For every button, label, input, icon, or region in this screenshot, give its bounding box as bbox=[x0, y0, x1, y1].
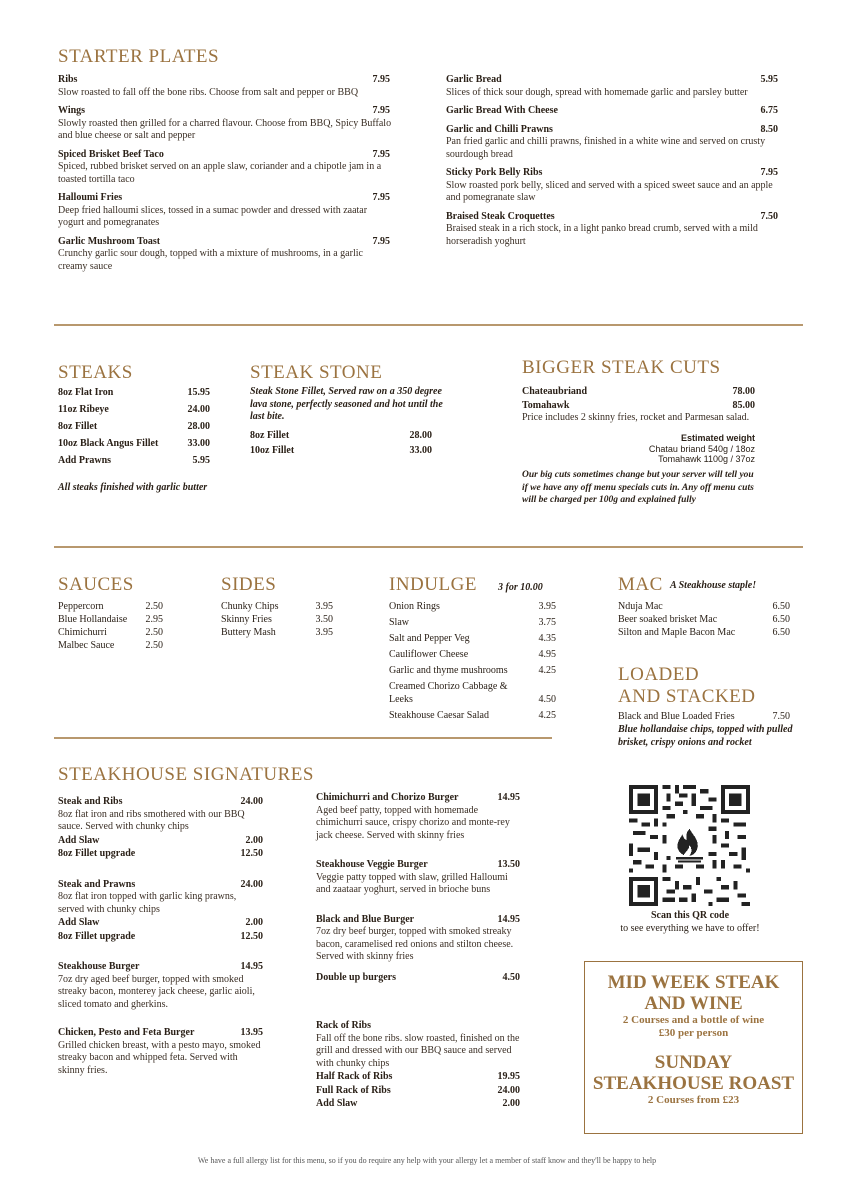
item-description: Fall off the bone ribs. slow roasted, finished on the grill and dressed with our BBQ sauce and served with chunky chips bbox=[316, 1032, 520, 1069]
item-price: 2.95 bbox=[145, 614, 163, 625]
signature-extra bbox=[316, 972, 520, 985]
extra-price: 19.95 bbox=[497, 1071, 520, 1082]
indulge-item bbox=[389, 710, 556, 723]
starter-item-header bbox=[446, 211, 778, 224]
item-price: 3.95 bbox=[315, 627, 333, 638]
item-description: 7oz dry beef burger, topped with smoked streaky bacon, caramelised red onions and stilton cheese. Served with skinny fries bbox=[316, 926, 514, 962]
item-name: Chateaubriand bbox=[522, 386, 588, 397]
steak-stone-item bbox=[250, 445, 432, 458]
item-description: Aged beef patty, topped with homemade chimichurri sauce, crispy chorizo and monte-rey jack cheese. Served with skinny fries bbox=[316, 804, 510, 841]
steak-stone-item bbox=[250, 430, 432, 443]
item-price: 24.00 bbox=[240, 878, 263, 890]
loaded-item bbox=[618, 711, 790, 724]
steak-stone-list bbox=[250, 430, 432, 459]
loaded-item-name: Black and Blue Loaded Fries bbox=[618, 711, 735, 722]
steak-item bbox=[58, 455, 210, 468]
item-name: 8oz Fillet bbox=[58, 421, 98, 432]
steak-item bbox=[58, 404, 210, 417]
signature-item bbox=[316, 1020, 520, 1111]
sides-list bbox=[221, 601, 333, 640]
signature-extra bbox=[316, 1071, 520, 1084]
sauce-item bbox=[58, 640, 163, 653]
item-name: Garlic Bread bbox=[446, 74, 502, 85]
item-name: Tomahawk bbox=[522, 399, 570, 411]
promo-title-3: SUNDAY bbox=[654, 1052, 733, 1073]
extra-name: Add Slaw bbox=[58, 917, 100, 928]
item-price: 28.00 bbox=[409, 430, 432, 441]
indulge-list bbox=[389, 601, 556, 726]
extra-price: 12.50 bbox=[240, 848, 263, 859]
item-name: Peppercorn bbox=[58, 601, 104, 612]
signature-item bbox=[58, 1027, 263, 1077]
item-name: Braised Steak Croquettes bbox=[446, 210, 555, 222]
extra-price: 4.50 bbox=[502, 971, 520, 983]
extra-name: 8oz Fillet upgrade bbox=[58, 930, 136, 942]
signatures-col-1 bbox=[58, 796, 263, 1077]
item-price: 2.50 bbox=[145, 640, 163, 651]
item-price: 6.50 bbox=[772, 627, 790, 638]
signature-extra bbox=[316, 1085, 520, 1098]
item-name: Rack of Ribs bbox=[316, 1020, 372, 1031]
item-description: 8oz flat iron topped with garlic king prawns, served with chunky chips bbox=[58, 891, 237, 915]
bigger-cuts-note: Our big cuts sometimes change but your server will tell you if we have any off menu specials cuts in. Any off menu cuts will be charged per 100g and explained fully bbox=[522, 470, 754, 505]
item-name: Slaw bbox=[389, 617, 409, 628]
item-price: 24.00 bbox=[240, 796, 263, 807]
item-price: 6.50 bbox=[772, 614, 790, 625]
extra-name: Full Rack of Ribs bbox=[316, 1084, 391, 1096]
item-name: Chunky Chips bbox=[221, 601, 279, 612]
item-price: 15.95 bbox=[187, 387, 210, 398]
extra-name: Add Slaw bbox=[58, 834, 100, 846]
item-name: Garlic Mushroom Toast bbox=[58, 235, 161, 247]
item-price: 4.35 bbox=[538, 633, 556, 644]
item-description: Slow roasted pork belly, sliced and served with a spiced sweet sauce and an apple and pomegranate slaw bbox=[446, 179, 773, 203]
steak-item bbox=[58, 421, 210, 434]
qr-caption-2: to see everything we have to offer! bbox=[620, 923, 760, 934]
indulge-title: INDULGE bbox=[389, 574, 477, 595]
mac-list bbox=[618, 601, 790, 640]
indulge-item bbox=[389, 633, 556, 646]
signature-item-header bbox=[58, 796, 263, 809]
item-name: Creamed Chorizo Cabbage & Leeks bbox=[389, 681, 508, 705]
item-description: Slow roasted to fall off the bone ribs. Choose from salt and pepper or BBQ bbox=[58, 86, 359, 98]
starters-title: STARTER PLATES bbox=[58, 46, 220, 67]
item-name: Nduja Mac bbox=[618, 601, 663, 612]
extra-name: Add Slaw bbox=[316, 1098, 358, 1109]
item-description: Slowly roasted then grilled for a charred flavour. Choose from BBQ, Spicy Buffalo and blue cheese or salt and pepper bbox=[58, 117, 392, 141]
bigger-cuts-price-note: Price includes 2 skinny fries, rocket and Parmesan salad. bbox=[522, 412, 750, 423]
starter-item bbox=[58, 192, 393, 230]
item-price: 3.50 bbox=[315, 614, 333, 625]
bigger-cut-item bbox=[522, 400, 755, 413]
sides-title: SIDES bbox=[221, 574, 277, 595]
item-price: 7.95 bbox=[372, 235, 390, 247]
item-name: 10oz Fillet bbox=[250, 444, 295, 456]
item-description: Braised steak in a rich stock, in a light panko bread crumb, served with a mild horseradish yoghurt bbox=[446, 223, 758, 247]
item-name: Blue Hollandaise bbox=[58, 614, 128, 625]
starter-item-header bbox=[446, 105, 778, 118]
signature-item bbox=[58, 961, 263, 1011]
bigger-cuts-list bbox=[522, 386, 755, 413]
starters-right-column bbox=[446, 74, 778, 254]
item-name: Chicken, Pesto and Feta Burger bbox=[58, 1027, 195, 1038]
mac-title: MAC bbox=[618, 574, 663, 595]
extra-price: 2.00 bbox=[502, 1098, 520, 1109]
item-description: 7oz dry aged beef burger, topped with smoked streaky bacon, monterey jack cheese, garlic aioli, sliced tomato and gherkins. bbox=[58, 973, 255, 1010]
extra-name: Half Rack of Ribs bbox=[316, 1071, 393, 1082]
starter-item-header bbox=[446, 74, 778, 87]
item-name: Chimichurri and Chorizo Burger bbox=[316, 792, 459, 803]
sauce-item bbox=[58, 627, 163, 640]
starter-item-header bbox=[58, 149, 390, 162]
starter-item-header bbox=[58, 105, 390, 118]
signature-extra bbox=[58, 917, 263, 930]
item-price: 3.75 bbox=[538, 617, 556, 628]
item-price: 7.95 bbox=[760, 167, 778, 178]
item-price: 4.25 bbox=[538, 665, 556, 676]
promo-sub-3: 2 Courses from £23 bbox=[647, 1094, 740, 1106]
item-name: Silton and Maple Bacon Mac bbox=[618, 627, 736, 638]
signature-extra bbox=[58, 848, 263, 861]
loaded-item-desc: Blue hollandaise chips, topped with pulled brisket, crispy onions and rocket bbox=[618, 724, 793, 748]
divider bbox=[54, 324, 803, 326]
item-price: 13.50 bbox=[497, 859, 520, 870]
item-price: 78.00 bbox=[732, 386, 755, 397]
bigger-cut-item bbox=[522, 386, 755, 399]
indulge-item bbox=[389, 681, 556, 706]
item-name: Buttery Mash bbox=[221, 627, 276, 638]
item-price: 24.00 bbox=[187, 404, 210, 415]
item-description: Deep fried halloumi slices, tossed in a sumac powder and dressed with zaatar yogurt and pomegranates bbox=[58, 204, 368, 228]
item-name: Steak and Ribs bbox=[58, 796, 123, 807]
item-price: 28.00 bbox=[187, 421, 210, 432]
signature-item-header bbox=[58, 1027, 263, 1040]
extra-name: 8oz Fillet upgrade bbox=[58, 848, 136, 859]
item-name: Ribs bbox=[58, 74, 78, 85]
indulge-item bbox=[389, 649, 556, 662]
signature-extra bbox=[58, 931, 263, 944]
signature-item-header bbox=[316, 792, 520, 805]
signature-item-header bbox=[58, 961, 263, 974]
item-price: 5.95 bbox=[192, 455, 210, 466]
signature-item-header bbox=[316, 914, 520, 927]
extra-price: 2.00 bbox=[245, 917, 263, 928]
indulge-item bbox=[389, 601, 556, 614]
weight-title: Estimated weight bbox=[680, 433, 755, 443]
bigger-cuts-title: BIGGER STEAK CUTS bbox=[522, 357, 721, 378]
starter-item-header bbox=[58, 192, 390, 205]
item-name: Chimichurri bbox=[58, 627, 107, 638]
item-name: Steakhouse Caesar Salad bbox=[389, 709, 489, 721]
extra-price: 2.00 bbox=[245, 834, 263, 846]
item-name: Garlic and Chilli Prawns bbox=[446, 123, 553, 135]
sauce-item bbox=[58, 614, 163, 627]
item-name: Malbec Sauce bbox=[58, 640, 115, 651]
signature-item-header bbox=[58, 879, 263, 892]
item-name: Sticky Pork Belly Ribs bbox=[446, 167, 543, 178]
signature-item bbox=[316, 914, 520, 985]
starter-item bbox=[446, 167, 778, 205]
item-name: Steak and Prawns bbox=[58, 878, 136, 890]
promo-box bbox=[584, 961, 803, 1134]
item-name: Black and Blue Burger bbox=[316, 913, 415, 925]
extra-price: 24.00 bbox=[497, 1084, 520, 1096]
starter-item bbox=[446, 211, 778, 249]
side-item bbox=[221, 614, 333, 627]
item-description: Slices of thick sour dough, spread with homemade garlic and parsley butter bbox=[446, 86, 748, 98]
signature-item-header bbox=[316, 859, 520, 872]
item-price: 6.50 bbox=[772, 601, 790, 612]
indulge-item bbox=[389, 617, 556, 630]
item-name: Steakhouse Veggie Burger bbox=[316, 859, 428, 870]
item-price: 7.95 bbox=[372, 74, 390, 85]
signature-extra bbox=[316, 1098, 520, 1111]
item-price: 33.00 bbox=[187, 438, 210, 449]
signature-extra bbox=[58, 835, 263, 848]
item-price: 4.25 bbox=[538, 709, 556, 721]
item-price: 14.95 bbox=[497, 913, 520, 925]
weight-tomahawk: Tomahawk 1100g / 37oz bbox=[658, 454, 755, 464]
item-price: 13.95 bbox=[240, 1027, 263, 1038]
item-price: 14.95 bbox=[240, 961, 263, 972]
sauces-list bbox=[58, 601, 163, 653]
item-name: Spiced Brisket Beef Taco bbox=[58, 148, 164, 160]
signature-item bbox=[316, 859, 520, 897]
item-price: 14.95 bbox=[497, 792, 520, 803]
item-price: 33.00 bbox=[409, 444, 432, 456]
item-description: Pan fried garlic and chilli prawns, finished in a white wine and served on crusty sourdough bread bbox=[446, 136, 766, 160]
item-description: Spiced, rubbed brisket served on an apple slaw, coriander and a chipotle jam in a toasted tortilla taco bbox=[58, 161, 382, 185]
signature-item bbox=[58, 879, 263, 944]
item-price: 7.50 bbox=[760, 210, 778, 222]
starter-item bbox=[446, 124, 778, 162]
divider bbox=[54, 546, 803, 548]
qr-code-icon[interactable] bbox=[629, 785, 750, 906]
item-description: Grilled chicken breast, with a pesto mayo, smoked streaky bacon and whipped feta. Served with skinny fries. bbox=[58, 1039, 261, 1076]
starter-item bbox=[58, 74, 393, 99]
signatures-col-2 bbox=[316, 792, 520, 1111]
item-price: 4.50 bbox=[538, 693, 556, 705]
item-name: 8oz Fillet bbox=[250, 430, 290, 441]
item-name: 8oz Flat Iron bbox=[58, 387, 114, 398]
signature-item-header bbox=[316, 1020, 520, 1033]
item-price: 7.95 bbox=[372, 148, 390, 160]
allergy-footer: We have a full allergy list for this menu, so if you do require any help with your allergy let a member of staff know and they'll be happy to help bbox=[197, 1156, 657, 1165]
item-name: 10oz Black Angus Fillet bbox=[58, 438, 159, 449]
item-name: Halloumi Fries bbox=[58, 192, 123, 203]
mac-tagline: A Steakhouse staple! bbox=[670, 580, 757, 591]
item-price: 7.95 bbox=[372, 192, 390, 203]
side-item bbox=[221, 627, 333, 640]
starter-item-header bbox=[58, 236, 390, 249]
sauces-title: SAUCES bbox=[58, 574, 134, 595]
item-price: 2.50 bbox=[145, 601, 163, 612]
qr-caption-1: Scan this QR code bbox=[650, 910, 730, 921]
steaks-title: STEAKS bbox=[58, 362, 133, 383]
promo-title-2: AND WINE bbox=[644, 993, 743, 1014]
item-name: Garlic and thyme mushrooms bbox=[389, 665, 508, 676]
item-name: Add Prawns bbox=[58, 455, 112, 466]
item-name: Wings bbox=[58, 105, 86, 116]
steaks-list bbox=[58, 387, 210, 472]
loaded-title-2: AND STACKED bbox=[618, 686, 756, 707]
item-name: Onion Rings bbox=[389, 601, 440, 612]
weight-chateaubriand: Chatau briand 540g / 18oz bbox=[648, 444, 755, 454]
starter-item-header bbox=[446, 124, 778, 137]
item-price: 4.95 bbox=[538, 649, 556, 660]
item-price: 85.00 bbox=[732, 399, 755, 411]
signature-item bbox=[58, 796, 263, 861]
item-price: 2.50 bbox=[145, 627, 163, 638]
starter-item bbox=[58, 236, 393, 274]
item-name: Cauliflower Cheese bbox=[389, 649, 469, 660]
item-name: Skinny Fries bbox=[221, 614, 272, 625]
signature-item bbox=[316, 792, 520, 842]
promo-title-4: STEAKHOUSE ROAST bbox=[592, 1073, 795, 1094]
promo-title-1: MID WEEK STEAK bbox=[607, 972, 780, 993]
side-item bbox=[221, 601, 333, 614]
promo-sub-2: £30 per person bbox=[658, 1027, 729, 1039]
item-price: 7.95 bbox=[372, 105, 390, 116]
indulge-item bbox=[389, 665, 556, 678]
item-price: 3.95 bbox=[538, 601, 556, 612]
steak-item bbox=[58, 438, 210, 451]
extra-name: Double up burgers bbox=[316, 971, 397, 983]
steak-item bbox=[58, 387, 210, 400]
extra-price: 12.50 bbox=[240, 930, 263, 942]
loaded-title-1: LOADED bbox=[618, 664, 700, 685]
steak-stone-title: STEAK STONE bbox=[250, 362, 383, 383]
sauce-item bbox=[58, 601, 163, 614]
item-price: 6.75 bbox=[760, 105, 778, 116]
starter-item bbox=[58, 105, 393, 143]
item-description: Veggie patty topped with slaw, grilled Halloumi and zaataar yoghurt, served in brioche buns bbox=[316, 871, 508, 895]
signatures-title: STEAKHOUSE SIGNATURES bbox=[58, 764, 314, 785]
item-price: 8.50 bbox=[760, 123, 778, 135]
divider bbox=[54, 737, 552, 739]
item-description: 8oz flat iron and ribs smothered with our BBQ sauce. Served with chunky chips bbox=[58, 808, 245, 832]
starter-item-header bbox=[58, 74, 390, 87]
loaded-item-price: 7.50 bbox=[772, 711, 790, 722]
mac-item bbox=[618, 614, 790, 627]
item-price: 5.95 bbox=[760, 74, 778, 85]
mac-item bbox=[618, 601, 790, 614]
promo-sub-1: 2 Courses and a bottle of wine bbox=[622, 1014, 765, 1026]
steak-stone-intro: Steak Stone Fillet, Served raw on a 350 degree lava stone, perfectly seasoned and hot until the last bite. bbox=[250, 386, 443, 422]
item-description: Crunchy garlic sour dough, topped with a mixture of mushrooms, in a garlic creamy sauce bbox=[58, 248, 363, 272]
starters-left-column bbox=[58, 74, 393, 279]
item-name: Beer soaked brisket Mac bbox=[618, 614, 718, 625]
indulge-offer: 3 for 10.00 bbox=[498, 582, 543, 593]
item-name: Steakhouse Burger bbox=[58, 961, 140, 972]
item-name: Salt and Pepper Veg bbox=[389, 633, 470, 644]
starter-item bbox=[58, 149, 393, 187]
item-name: 11oz Ribeye bbox=[58, 404, 109, 415]
starter-item-header bbox=[446, 167, 778, 180]
mac-item bbox=[618, 627, 790, 640]
steaks-note: All steaks finished with garlic butter bbox=[58, 482, 208, 493]
starter-item bbox=[446, 105, 778, 118]
starter-item bbox=[446, 74, 778, 99]
item-name: Garlic Bread With Cheese bbox=[446, 105, 558, 116]
item-price: 3.95 bbox=[315, 601, 333, 612]
